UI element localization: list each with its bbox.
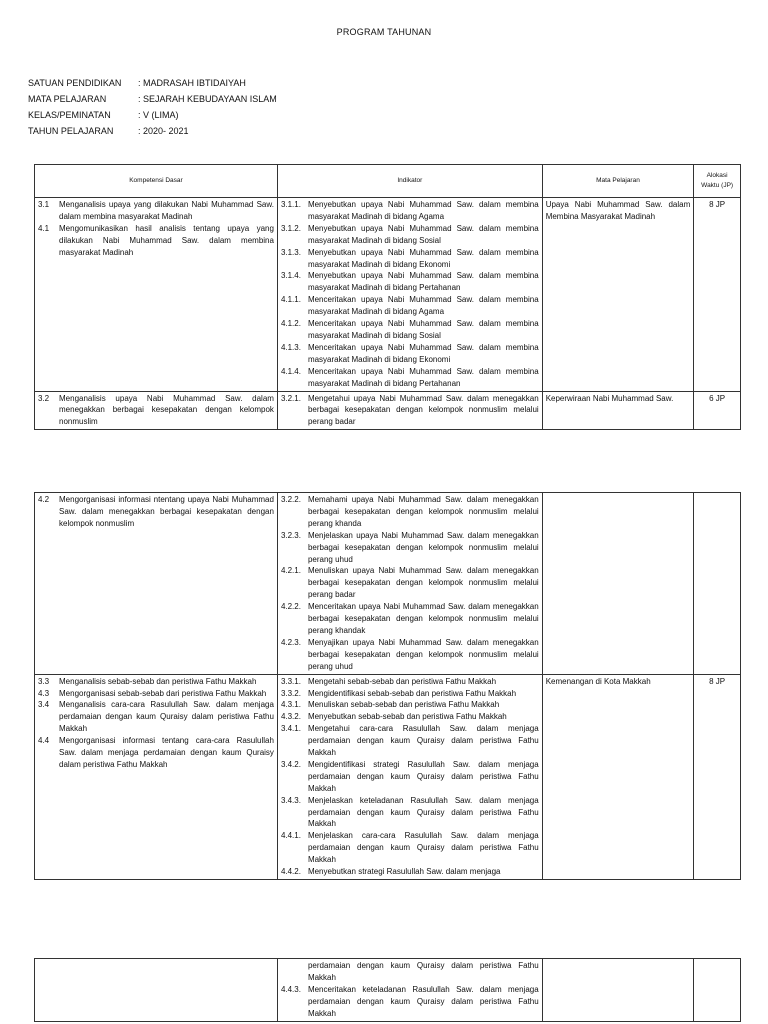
indikator-item bbox=[281, 342, 539, 366]
indikator-item bbox=[281, 247, 539, 271]
indikator-item bbox=[281, 711, 539, 723]
kd-text: Menganalisis upaya Nabi Muhammad Saw. dalam menegakkan berbagai kesepakatan dengan kelompok nonmuslim bbox=[59, 393, 274, 427]
indikator-text: Menceritakan upaya Nabi Muhammad Saw. dalam membina masyarakat Madinah di bidang Agama bbox=[307, 295, 539, 317]
indikator-number: 3.1.4. bbox=[280, 271, 301, 281]
indikator-number: 3.2.2. bbox=[280, 495, 301, 504]
indikator-item bbox=[281, 984, 539, 1020]
meta-value: : SEJARAH KEBUDAYAAN ISLAM bbox=[138, 94, 277, 104]
indikator-number: 4.2.1. bbox=[280, 566, 301, 576]
mata-pelajaran-cell: Kemenangan di Kota Makkah bbox=[542, 674, 694, 879]
meta-row-tahun bbox=[28, 126, 277, 142]
kompetensi-dasar-cell bbox=[35, 674, 278, 879]
indikator-text: Menyebutkan upaya Nabi Muhammad Saw. dalam membina masyarakat Madinah di bidang Sosial bbox=[307, 223, 539, 245]
indikator-text: Menceritakan keteladanan Rasulullah Saw. dalam menjaga perdamaian dengan kaum Quraisy dalam peristiwa Fathu Makkah bbox=[307, 984, 539, 1018]
program-table-page-2 bbox=[34, 492, 741, 880]
indikator-item bbox=[281, 960, 539, 984]
indikator-item bbox=[281, 795, 539, 831]
kd-text: Menganalisis sebab-sebab dan peristiwa Fathu Makkah bbox=[59, 676, 257, 686]
alokasi-waktu-cell bbox=[694, 959, 741, 1022]
indikator-text: Menyajikan upaya Nabi Muhammad Saw. dalam menegakkan berbagai kesepakatan dengan kelompok nonmuslim melalui perang uhud bbox=[307, 637, 539, 671]
indikator-item bbox=[281, 199, 539, 223]
program-table-page-3 bbox=[34, 958, 741, 1022]
kd-number: 4.4 bbox=[38, 736, 50, 746]
meta-label: KELAS/PEMINATAN bbox=[28, 110, 111, 120]
indikator-number: 4.4.3. bbox=[280, 984, 301, 994]
indikator-text: Menjelaskan keteladanan Rasulullah Saw. dalam menjaga perdamaian dengan kaum Quraisy dalam peristiwa Fathu Makkah bbox=[307, 795, 539, 829]
page-title: PROGRAM TAHUNAN bbox=[336, 27, 432, 37]
indikator-number: 4.1.3. bbox=[280, 342, 301, 352]
meta-label: MATA PELAJARAN bbox=[28, 94, 107, 104]
indikator-text: Mengetahi sebab-sebab dan peristiwa Fathu Makkah bbox=[307, 676, 497, 686]
kd-number: 4.1 bbox=[38, 223, 50, 233]
indikator-number: 4.3.1. bbox=[280, 700, 301, 710]
indikator-text: Menceritakan upaya Nabi Muhammad Saw. dalam membina masyarakat Madinah di bidang Ekonomi bbox=[307, 342, 539, 364]
indikator-text: Memahami upaya Nabi Muhammad Saw. dalam menegakkan berbagai kesepakatan dengan kelompok nonmuslim melalui perang khanda bbox=[307, 495, 539, 528]
indikator-number bbox=[281, 960, 308, 984]
indikator-text: Menjelaskan upaya Nabi Muhammad Saw. dalam menegakkan berbagai kesepakatan dengan kelompok nonmuslim melalui perang uhud bbox=[307, 530, 539, 564]
table-row bbox=[35, 493, 741, 675]
indikator-number: 4.4.2. bbox=[280, 867, 301, 877]
indikator-text: Menyebutkan strategi Rasulullah Saw. dalam menjaga bbox=[307, 867, 501, 877]
indikator-number: 3.3.2. bbox=[280, 688, 301, 698]
document-meta bbox=[28, 78, 277, 142]
indikator-number: 4.1.2. bbox=[280, 319, 301, 329]
kd-text: Mengorganisasi informasi ntentang upaya Nabi Muhammad Saw. dalam menegakkan berbagai kesepakatan dengan kelompok nonmuslim bbox=[59, 495, 274, 528]
indikator-item bbox=[281, 393, 539, 429]
alokasi-waktu-cell: 6 JP bbox=[694, 391, 741, 430]
indikator-text: Mengetahui cara-cara Rasulullah Saw. dalam menjaga perdamaian dengan kaum Quraisy dalam peristiwa Fathu Makkah bbox=[307, 724, 539, 758]
meta-label: TAHUN PELAJARAN bbox=[28, 126, 114, 136]
indikator-item bbox=[281, 294, 539, 318]
indikator-item bbox=[281, 494, 539, 530]
program-table-page-1 bbox=[34, 164, 741, 430]
indikator-item bbox=[281, 223, 539, 247]
kd-number: 3.1 bbox=[38, 200, 50, 209]
indikator-number: 3.2.3. bbox=[280, 530, 301, 540]
indikator-item bbox=[281, 830, 539, 866]
indikator-cell bbox=[277, 391, 542, 430]
indikator-number: 3.1.3. bbox=[280, 247, 301, 257]
alokasi-waktu-cell: 8 JP bbox=[694, 198, 741, 392]
indikator-item bbox=[281, 723, 539, 759]
meta-label: SATUAN PENDIDIKAN bbox=[28, 78, 122, 88]
indikator-number: 4.2.2. bbox=[280, 602, 301, 612]
indikator-text: Menyebutkan upaya Nabi Muhammad Saw. dalam membina masyarakat Madinah di bidang Agama bbox=[307, 200, 539, 221]
kompetensi-dasar-cell bbox=[35, 959, 278, 1022]
mata-pelajaran-cell bbox=[542, 493, 694, 675]
indikator-number: 3.4.3. bbox=[280, 795, 301, 805]
kompetensi-dasar-cell bbox=[35, 493, 278, 675]
indikator-text: Menyebutkan upaya Nabi Muhammad Saw. dalam membina masyarakat Madinah di bidang Ekonomi bbox=[307, 247, 539, 269]
indikator-number: 3.4.2. bbox=[280, 759, 301, 769]
mata-pelajaran-cell: Upaya Nabi Muhammad Saw. dalam Membina Masyarakat Madinah bbox=[542, 198, 694, 392]
indikator-item bbox=[281, 601, 539, 637]
mata-pelajaran-cell: Keperwiraan Nabi Muhammad Saw. bbox=[542, 391, 694, 430]
kd-text: Mengorganisasi sebab-sebab dari peristiwa Fathu Makkah bbox=[59, 688, 267, 698]
table-row bbox=[35, 391, 741, 430]
indikator-cell bbox=[277, 674, 542, 879]
indikator-item bbox=[281, 699, 539, 711]
indikator-item bbox=[281, 270, 539, 294]
indikator-cell bbox=[277, 959, 542, 1022]
alokasi-waktu-cell: 8 JP bbox=[694, 674, 741, 879]
meta-row-mapel bbox=[28, 94, 277, 110]
indikator-text: Menjelaskan cara-cara Rasulullah Saw. dalam menjaga perdamaian dengan kaum Quraisy dalam peristiwa Fathu Makkah bbox=[307, 831, 539, 865]
header-mata-pelajaran: Mata Pelajaran bbox=[542, 165, 694, 198]
indikator-item bbox=[281, 530, 539, 566]
indikator-text: Mengidentifikasi sebab-sebab dan peristiwa Fathu Makkah bbox=[307, 688, 517, 698]
table-row bbox=[35, 959, 741, 1022]
kd-item bbox=[38, 688, 274, 700]
indikator-text: Mengidentifikasi strategi Rasulullah Saw. dalam menjaga perdamaian dengan kaum Quraisy dalam peristiwa Fathu Makkah bbox=[307, 759, 539, 793]
indikator-item bbox=[281, 637, 539, 673]
kd-item bbox=[38, 223, 274, 259]
kd-text: Menganalisis upaya yang dilakukan Nabi Muhammad Saw. dalam membina masyarakat Madinah bbox=[59, 200, 274, 221]
kd-number: 3.4 bbox=[38, 700, 50, 710]
indikator-item bbox=[281, 676, 539, 688]
indikator-number: 3.2.1. bbox=[280, 393, 301, 403]
indikator-text: Menuliskan sebab-sebab dan peristiwa Fathu Makkah bbox=[307, 700, 500, 710]
kd-item bbox=[38, 676, 274, 688]
kd-number: 4.2 bbox=[38, 495, 50, 504]
indikator-cell bbox=[277, 493, 542, 675]
header-alokasi-waktu: Alokasi Waktu (JP) bbox=[694, 165, 741, 198]
indikator-cell bbox=[277, 198, 542, 392]
alokasi-waktu-cell bbox=[694, 493, 741, 675]
indikator-item bbox=[281, 366, 539, 390]
indikator-text: Menuliskan upaya Nabi Muhammad Saw. dalam menegakkan berbagai kesepakatan dengan kelompok nonmuslim melalui perang badar bbox=[307, 566, 539, 600]
indikator-number: 4.3.2. bbox=[280, 712, 301, 722]
meta-value: : MADRASAH IBTIDAIYAH bbox=[138, 78, 246, 88]
indikator-text: Menceritakan upaya Nabi Muhammad Saw. dalam membina masyarakat Madinah di bidang Sosial bbox=[307, 319, 539, 340]
indikator-number: 4.4.1. bbox=[280, 831, 301, 841]
indikator-number: 3.3.1. bbox=[280, 676, 301, 686]
indikator-number: 3.1.1. bbox=[280, 200, 301, 209]
kd-number: 3.2 bbox=[38, 393, 50, 403]
table-row bbox=[35, 674, 741, 879]
indikator-number: 4.2.3. bbox=[280, 637, 301, 647]
kd-text: Mengomunikasikan hasil analisis tentang upaya yang dilakukan Nabi Muhammad Saw. dalam membina masyarakat Madinah bbox=[59, 223, 274, 257]
indikator-item bbox=[281, 759, 539, 795]
header-indikator: Indikator bbox=[277, 165, 542, 198]
indikator-number: 4.1.4. bbox=[280, 366, 301, 376]
kd-item bbox=[38, 494, 274, 530]
meta-row-satuan bbox=[28, 78, 277, 94]
indikator-item bbox=[281, 318, 539, 342]
kd-text: Mengorganisasi informasi tentang cara-cara Rasulullah Saw. dalam menjaga perdamaian dengan kaum Quraisy dalam peristiwa Fathu Makkah bbox=[59, 736, 274, 769]
meta-value: : V (LIMA) bbox=[138, 110, 179, 120]
indikator-item bbox=[281, 688, 539, 700]
indikator-text: Menyebutkan upaya Nabi Muhammad Saw. dalam membina masyarakat Madinah di bidang Pertahanan bbox=[307, 271, 539, 293]
indikator-text: perdamaian dengan kaum Quraisy dalam peristiwa Fathu Makkah bbox=[307, 961, 539, 982]
kd-item bbox=[38, 699, 274, 735]
indikator-text: Menceritakan upaya Nabi Muhammad Saw. dalam membina masyarakat Madinah di bidang Pertahanan bbox=[307, 366, 539, 388]
indikator-text: Mengetahui upaya Nabi Muhammad Saw. dalam menegakkan berbagai kesepakatan dengan kelompok nonmuslim melalui perang badar bbox=[307, 393, 539, 427]
table-row bbox=[35, 198, 741, 392]
mata-pelajaran-cell bbox=[542, 959, 694, 1022]
kompetensi-dasar-cell bbox=[35, 391, 278, 430]
kd-number: 4.3 bbox=[38, 688, 50, 698]
indikator-item bbox=[281, 866, 539, 878]
indikator-text: Menyebutkan sebab-sebab dan peristiwa Fathu Makkah bbox=[307, 712, 507, 722]
header-kompetensi-dasar: Kompetensi Dasar bbox=[35, 165, 278, 198]
meta-value: : 2020- 2021 bbox=[138, 126, 189, 136]
meta-row-kelas bbox=[28, 110, 277, 126]
indikator-text: Menceritakan upaya Nabi Muhammad Saw. dalam menegakkan berbagai kesepakatan dengan kelompok nonmuslim melalui perang khandak bbox=[307, 602, 539, 635]
indikator-number: 3.4.1. bbox=[280, 724, 301, 734]
indikator-number: 4.1.1. bbox=[280, 295, 301, 305]
kd-text: Menganalisis cara-cara Rasulullah Saw. dalam menjaga perdamaian dengan kaum Quraisy dalam peristiwa Fathu Makkah bbox=[59, 700, 274, 734]
table-body bbox=[35, 198, 741, 430]
table-header-row bbox=[35, 165, 741, 198]
kd-item bbox=[38, 393, 274, 429]
table-body bbox=[35, 959, 741, 1022]
indikator-number: 3.1.2. bbox=[280, 223, 301, 233]
kd-number: 3.3 bbox=[38, 676, 50, 686]
indikator-item bbox=[281, 565, 539, 601]
kd-item bbox=[38, 735, 274, 771]
table-body bbox=[35, 493, 741, 880]
kompetensi-dasar-cell bbox=[35, 198, 278, 392]
kd-item bbox=[38, 199, 274, 223]
